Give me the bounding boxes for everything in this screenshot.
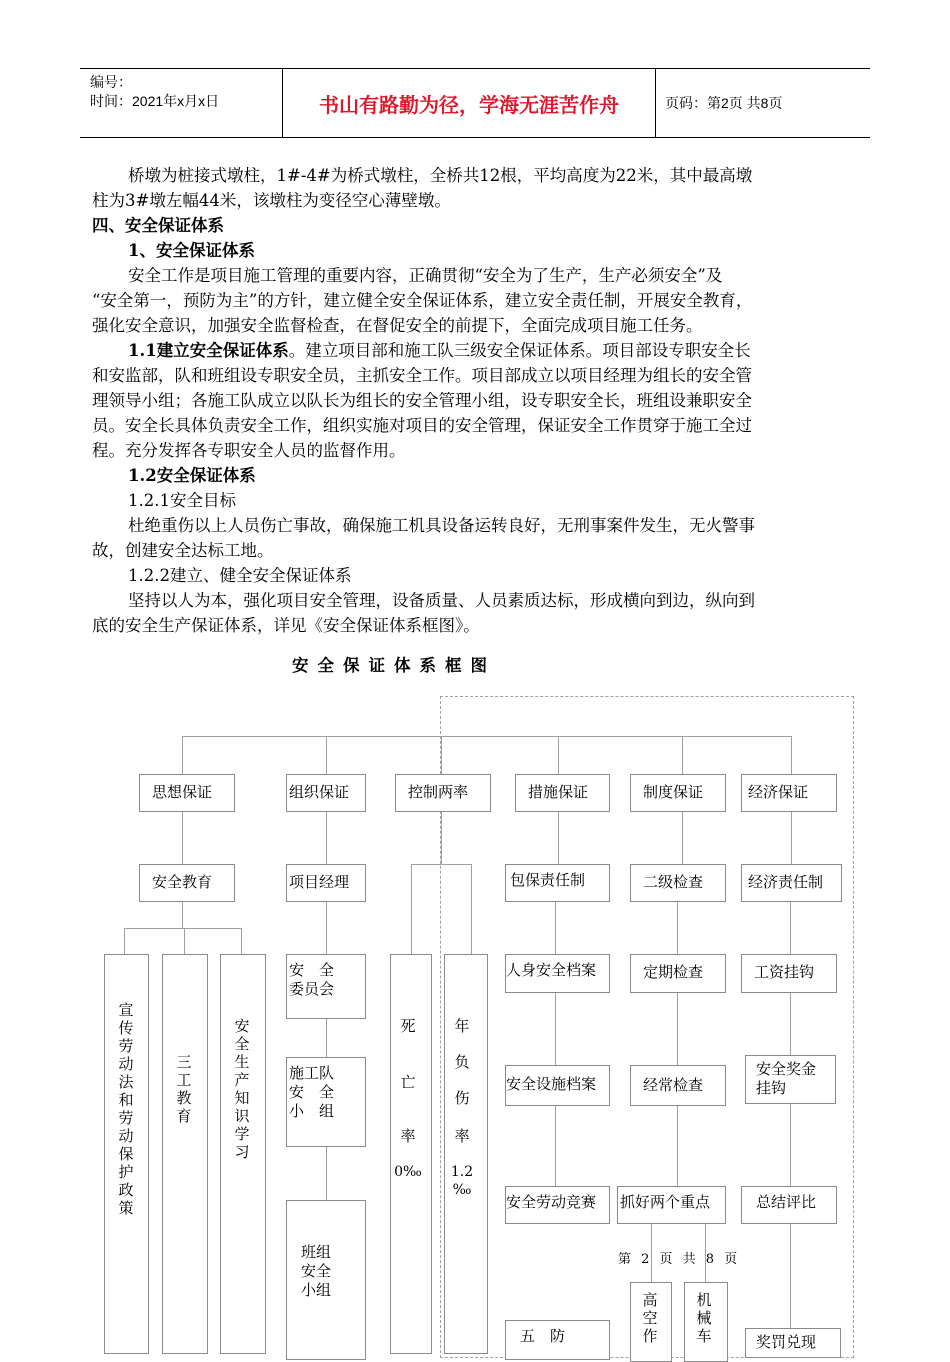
box-five-prevention: 五 防 xyxy=(505,1320,610,1360)
connector xyxy=(790,993,791,1055)
connector xyxy=(411,864,412,954)
death-rate-char: 率 xyxy=(400,1127,416,1145)
connector xyxy=(558,812,559,864)
box-safety-knowledge xyxy=(220,954,266,1354)
connector xyxy=(411,864,471,865)
machinery-vehicle-text: 机械车 xyxy=(696,1291,712,1345)
heading-1-2: 1.2安全保证体系 xyxy=(128,466,256,485)
connector xyxy=(682,812,683,864)
box-personal-safety-file: 人身安全档案 xyxy=(505,954,610,993)
box-measures: 措施保证 xyxy=(515,774,610,812)
box-safety-education: 安全教育 xyxy=(139,864,235,902)
connector xyxy=(326,902,327,954)
connector xyxy=(124,928,125,954)
box-two-level-check: 二级检查 xyxy=(630,864,726,902)
connector xyxy=(124,928,242,929)
para-5a: 坚持以人为本，强化项目安全管理，设备质量、人员素质达标，形成横向到边，纵向到 xyxy=(128,591,755,610)
box-team-safety-group: 施工队 安 全 小 组 xyxy=(286,1057,366,1147)
connector xyxy=(790,1104,791,1186)
connector xyxy=(790,902,791,954)
connector xyxy=(441,812,442,864)
doc-date-label: 时间：2021年x月x日 xyxy=(90,93,220,109)
connector xyxy=(326,1019,327,1057)
box-three-worker-education xyxy=(162,954,208,1354)
connector xyxy=(182,812,183,864)
box-responsibility-system: 包保责任制 xyxy=(505,864,610,902)
connector xyxy=(791,812,792,864)
connector xyxy=(326,736,327,774)
box-organization: 组织保证 xyxy=(286,774,366,812)
three-worker-text: 三工教育 xyxy=(176,1053,192,1125)
injury-rate-char: 伤 xyxy=(454,1089,470,1107)
box-safety-bonus-link: 安全奖金 挂钩 xyxy=(745,1055,836,1104)
connector xyxy=(790,1224,791,1328)
box-death-rate xyxy=(390,954,432,1354)
death-rate-value: 0‰ xyxy=(394,1164,422,1180)
box-machinery-vehicle xyxy=(684,1282,728,1362)
injury-rate-char: 率 xyxy=(454,1127,470,1145)
box-economy: 经济保证 xyxy=(741,774,837,812)
death-rate-char: 死 xyxy=(400,1017,416,1035)
para-3c: 理领导小组；各施工队成立以队长为组长的安全管理小组，设专职安全长，班组设兼职安全 xyxy=(92,391,752,410)
para-4b: 故，创建安全达标工地。 xyxy=(92,541,274,560)
connector xyxy=(555,993,556,1065)
box-safety-labor-contest: 安全劳动竞赛 xyxy=(505,1186,610,1224)
safety-knowledge-text: 安全生产知识学习 xyxy=(234,1017,250,1161)
box-control-rates: 控制两率 xyxy=(395,774,491,812)
para-3b: 和安监部，队和班组设专职安全员，主抓安全工作。项目部成立以项目经理为组长的安全管 xyxy=(92,366,752,385)
connector xyxy=(791,736,792,774)
heading-1-2-1: 1.2.1安全目标 xyxy=(128,491,236,510)
para-5b: 底的安全生产保证体系，详见《安全保证体系框图》。 xyxy=(92,616,480,635)
para-1a: 桥墩为桩接式墩柱，1#-4#为桥式墩柱，全桥共12根，平均高度为22米，其中最高墩 xyxy=(128,166,753,185)
para-3e: 程。充分发挥各专职安全人员的监督作用。 xyxy=(92,441,406,460)
para-2c: 强化安全意识，加强安全监督检查，在督促安全的前提下，全面完成项目施工任务。 xyxy=(92,316,703,335)
box-ideology: 思想保证 xyxy=(139,774,235,812)
top-connector xyxy=(182,736,791,737)
box-safety-committee: 安 全 委员会 xyxy=(286,954,366,1019)
box-crew-safety-group: 班组 安全 小组 xyxy=(286,1200,366,1360)
page-footer-number: 第 2 页 共 8 页 xyxy=(618,1252,741,1267)
para-2a: 安全工作是项目施工管理的重要内容，正确贯彻“安全为了生产，生产必须安全”及 xyxy=(128,266,723,285)
connector xyxy=(558,736,559,774)
para-3d: 员。安全长具体负责安全工作，组织实施对项目的安全管理，保证安全工作贯穿于施工全过 xyxy=(92,416,752,435)
header-slogan: 书山有路勤为径，学海无涯苦作舟 xyxy=(283,69,656,137)
box-labor-law xyxy=(104,954,149,1354)
connector xyxy=(326,812,327,864)
heading-1-2-2: 1.2.2建立、健全安全保证体系 xyxy=(128,566,352,585)
connector xyxy=(555,1106,556,1186)
para-2b: “安全第一，预防为主”的方针，建立健全安全保证体系，建立安全责任制，开展安全教育， xyxy=(92,291,753,310)
connector xyxy=(241,928,242,954)
connector xyxy=(184,928,185,954)
connector xyxy=(682,736,683,774)
section-heading-4: 四、安全保证体系 xyxy=(92,216,224,235)
para-4a: 杜绝重伤以上人员伤亡事故，确保施工机具设备运转良好，无刑事案件发生，无火警事 xyxy=(128,516,755,535)
injury-rate-value: 1.2 xyxy=(450,1164,474,1180)
labor-law-text: 宣传劳动法和劳动保护政策 xyxy=(118,1001,134,1217)
box-periodic-check: 定期检查 xyxy=(630,954,726,993)
connector xyxy=(677,1106,678,1186)
box-project-manager: 项目经理 xyxy=(286,864,366,902)
injury-rate-char: 负 xyxy=(454,1053,470,1071)
box-high-altitude xyxy=(630,1282,672,1362)
connector xyxy=(182,736,183,774)
box-two-key-points: 抓好两个重点 xyxy=(617,1186,726,1224)
connector xyxy=(182,902,183,928)
high-altitude-text: 高空作 xyxy=(642,1291,658,1345)
connector xyxy=(677,993,678,1065)
connector xyxy=(471,864,472,954)
injury-rate-char: 年 xyxy=(454,1017,470,1035)
page-header xyxy=(80,68,870,138)
box-wage-link: 工资挂钩 xyxy=(741,954,837,993)
death-rate-char: 亡 xyxy=(400,1073,416,1091)
heading-1-1: 1.1建立安全保证体系 xyxy=(128,341,289,360)
box-safety-facility-file: 安全设施档案 xyxy=(505,1065,610,1106)
connector xyxy=(555,902,556,954)
connector xyxy=(441,736,442,774)
box-injury-rate xyxy=(444,954,488,1354)
header-page-label xyxy=(665,69,870,137)
doc-number-label: 编号： xyxy=(90,74,132,90)
header-meta xyxy=(80,69,283,137)
diagram-title: 安全保证体系框图 xyxy=(292,656,496,675)
para-1b: 柱为3#墩左幅44米，该墩柱为变径空心薄壁墩。 xyxy=(92,191,451,210)
para-3a xyxy=(128,338,751,363)
box-reward-punishment: 奖罚兑现 xyxy=(745,1328,841,1358)
subsection-heading-1: 1、安全保证体系 xyxy=(128,241,255,260)
injury-rate-unit: ‰ xyxy=(452,1182,472,1198)
box-regular-check: 经常检查 xyxy=(630,1065,726,1106)
box-economic-responsibility: 经济责任制 xyxy=(741,864,842,902)
para-3a-text: 。建立项目部和施工队三级安全保证体系。项目部设专职安全长 xyxy=(288,341,751,360)
box-summary-evaluation: 总结评比 xyxy=(741,1186,837,1224)
connector xyxy=(326,1147,327,1200)
box-systems: 制度保证 xyxy=(630,774,726,812)
page-number-text: 页码：第2页 共8页 xyxy=(665,95,783,111)
connector xyxy=(677,902,678,954)
